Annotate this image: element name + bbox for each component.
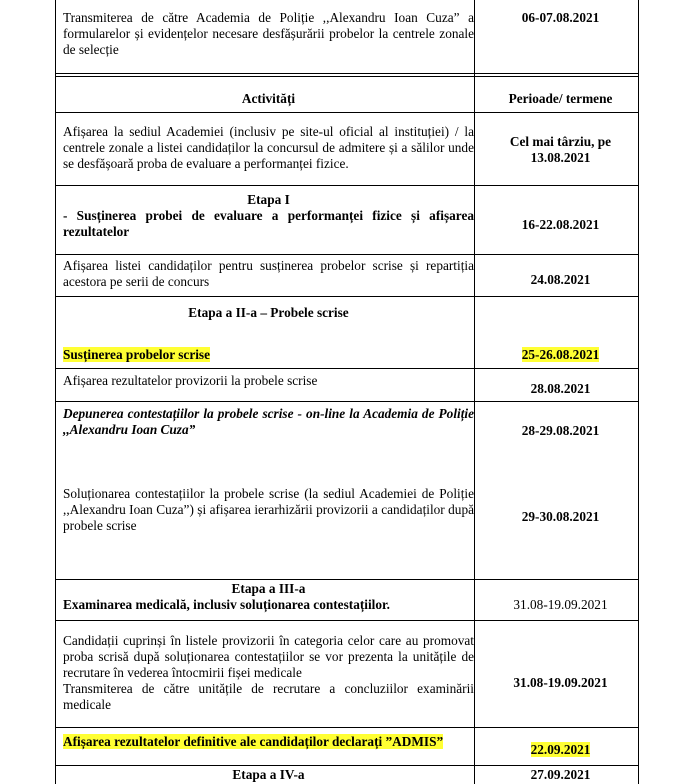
activity-paragraph: Transmiterea de către unitățile de recrutare a concluziilor examinării medicale [63, 681, 474, 712]
period-cell: 31.08-19.09.2021 [513, 597, 608, 612]
period-line: Cel mai târziu, pe [509, 134, 612, 149]
activity-cell [63, 581, 474, 613]
row-divider [55, 76, 639, 77]
period-cell [482, 134, 639, 166]
column-header-activities: Activități [241, 91, 296, 106]
row-divider [55, 112, 639, 113]
activity-cell: Afișarea la sediul Academiei (inclusiv pe site-ul oficial al instituției) / la centrele zonale a listei candidaților la concursul de admitere și a sălilor unde se desfășoară proba de evaluare a performanței fizice. [63, 124, 474, 171]
activity-cell: Afișarea rezultatelor provizorii la probele scrise [63, 373, 318, 388]
activity-cell [63, 347, 474, 363]
activity-cell: Afișarea listei candidaților pentru susținerea probelor scrise și repartiția acestora pe serii de concurs [63, 258, 474, 289]
period-cell: 16-22.08.2021 [521, 217, 600, 232]
period-cell: 31.08-19.09.2021 [513, 675, 608, 690]
row-divider [55, 765, 639, 766]
schedule-table [55, 0, 639, 784]
row-divider [55, 620, 639, 621]
period-cell: 06-07.08.2021 [521, 10, 600, 25]
row-divider [55, 296, 639, 297]
highlighted-text: Afișarea rezultatelor definitive ale candidaților declarați ”ADMIS” [63, 734, 444, 749]
row-divider [55, 579, 639, 580]
highlighted-text: 25-26.08.2021 [521, 347, 600, 362]
stage-activity: Examinarea medicală, inclusiv soluționarea contestațiilor. [63, 597, 391, 612]
activity-cell [63, 734, 474, 750]
stage-activity: - Susținerea probei de evaluare a performanței fizice și afișarea rezultatelor [63, 208, 474, 239]
stage-title: Etapa I [247, 192, 290, 207]
activity-cell [63, 192, 474, 240]
stage-title: Etapa a IV-a [232, 767, 305, 782]
highlighted-text: Susținerea probelor scrise [63, 347, 210, 362]
row-divider [55, 254, 639, 255]
table-column-divider [474, 0, 475, 784]
period-cell: 28-29.08.2021 [521, 423, 600, 438]
period-cell: 24.08.2021 [530, 272, 591, 287]
stage-title: Etapa a II-a – Probele scrise [188, 305, 349, 320]
period-cell: 27.09.2021 [530, 767, 591, 782]
period-cell: 28.08.2021 [530, 381, 591, 396]
row-divider [55, 368, 639, 369]
activity-cell: Soluționarea contestațiilor la probele scrise (la sediul Academiei de Poliție ,,Alexandru Ioan Cuza”) și afișarea ierarhizării provizorii a candidaților după probele scrise [63, 486, 474, 533]
row-divider [55, 185, 639, 186]
period-line: 13.08.2021 [530, 150, 591, 165]
period-cell [482, 742, 639, 758]
period-cell: 29-30.08.2021 [521, 509, 600, 524]
row-divider [55, 727, 639, 728]
highlighted-text: 22.09.2021 [530, 742, 591, 757]
activity-cell: Depunerea contestațiilor la probele scrise - on-line la Academia de Poliție ,,Alexandru Ioan Cuza” [63, 406, 474, 437]
activity-cell [63, 633, 474, 713]
row-divider [55, 73, 639, 74]
row-divider [55, 401, 639, 402]
column-header-periods: Perioade/ termene [508, 91, 613, 106]
activity-cell: Transmiterea de către Academia de Poliție ,,Alexandru Ioan Cuza” a formularelor și evidențelor necesare desfășurării probelor la centrele zonale de selecție [63, 10, 474, 57]
activity-paragraph: Candidații cuprinși în listele provizorii în categoria celor care au promovat proba scrisă după soluționarea contestațiilor se vor prezenta la unitățile de recrutare în vederea întocmirii fișei medicale [63, 633, 474, 680]
period-cell [482, 347, 639, 363]
table-border-left [55, 0, 56, 784]
stage-title: Etapa a III-a [231, 581, 306, 596]
